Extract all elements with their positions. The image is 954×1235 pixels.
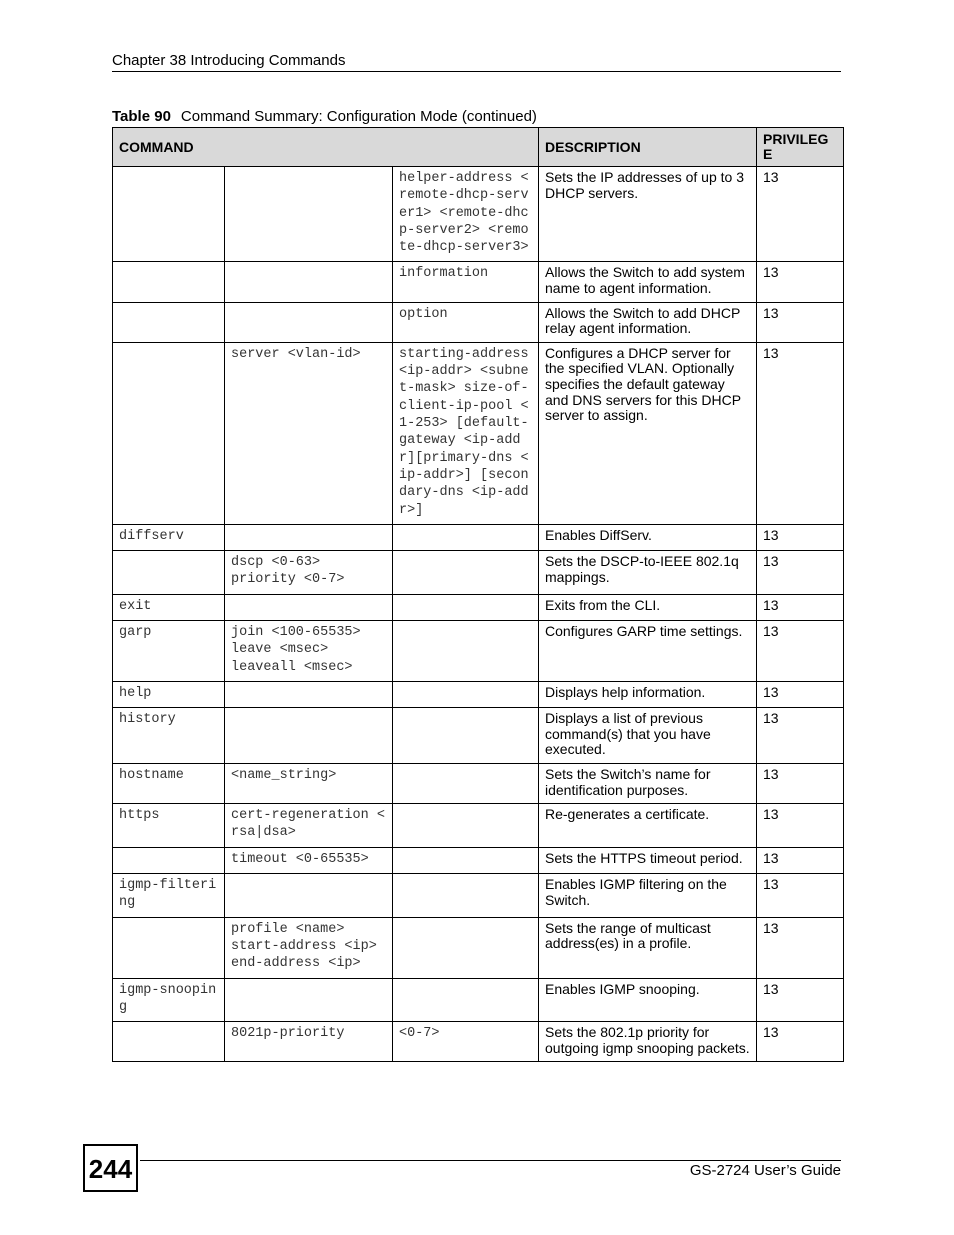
table-row bbox=[113, 342, 844, 524]
chapter-header: Chapter 38 Introducing Commands bbox=[112, 52, 346, 69]
command-cell: exit bbox=[113, 594, 225, 620]
description-cell: Displays help information. bbox=[539, 681, 757, 707]
privilege-cell: 13 bbox=[757, 874, 844, 918]
description-cell: Enables DiffServ. bbox=[539, 524, 757, 550]
subcommand-cell bbox=[225, 594, 393, 620]
subcommand-cell bbox=[225, 978, 393, 1022]
privilege-cell: 13 bbox=[757, 594, 844, 620]
table-row bbox=[113, 804, 844, 848]
parameter-cell bbox=[393, 763, 539, 803]
page-number-box bbox=[83, 1144, 138, 1192]
table-row bbox=[113, 167, 844, 262]
command-cell: igmp-filtering bbox=[113, 874, 225, 918]
command-cell bbox=[113, 342, 225, 524]
command-cell bbox=[113, 262, 225, 302]
page-number: 244 bbox=[88, 1154, 133, 1184]
subcommand-cell bbox=[225, 681, 393, 707]
parameter-cell bbox=[393, 804, 539, 848]
parameter-cell bbox=[393, 524, 539, 550]
subcommand-cell bbox=[225, 167, 393, 262]
table-row bbox=[113, 302, 844, 342]
command-cell bbox=[113, 302, 225, 342]
table-caption-text: Command Summary: Configuration Mode (continued) bbox=[180, 108, 537, 125]
subcommand-cell bbox=[225, 262, 393, 302]
command-cell: history bbox=[113, 708, 225, 764]
privilege-cell: 13 bbox=[757, 262, 844, 302]
privilege-cell: 13 bbox=[757, 621, 844, 682]
table-row bbox=[113, 763, 844, 803]
table-row bbox=[113, 874, 844, 918]
privilege-cell: 13 bbox=[757, 551, 844, 595]
command-cell bbox=[113, 1022, 225, 1062]
parameter-cell: information bbox=[393, 262, 539, 302]
table-row bbox=[113, 621, 844, 682]
description-cell: Sets the DSCP-to-IEEE 802.1q mappings. bbox=[539, 551, 757, 595]
footer-rule bbox=[140, 1160, 841, 1161]
privilege-cell: 13 bbox=[757, 524, 844, 550]
description-cell: Sets the IP addresses of up to 3 DHCP servers. bbox=[539, 167, 757, 262]
parameter-cell bbox=[393, 917, 539, 978]
command-cell bbox=[113, 847, 225, 873]
subcommand-cell: dscp <0-63> priority <0-7> bbox=[225, 551, 393, 595]
description-cell: Enables IGMP snooping. bbox=[539, 978, 757, 1022]
subcommand-cell bbox=[225, 302, 393, 342]
parameter-cell bbox=[393, 847, 539, 873]
parameter-cell bbox=[393, 551, 539, 595]
privilege-cell: 13 bbox=[757, 302, 844, 342]
description-column-header: DESCRIPTION bbox=[539, 128, 757, 167]
parameter-cell: helper-address <remote-dhcp-server1> <remote-dhcp-server2> <remote-dhcp-server3> bbox=[393, 167, 539, 262]
subcommand-cell: 8021p-priority bbox=[225, 1022, 393, 1062]
table-row bbox=[113, 551, 844, 595]
table-row bbox=[113, 1022, 844, 1062]
table-caption-label: Table 90 bbox=[112, 108, 171, 125]
guide-title: GS-2724 User’s Guide bbox=[689, 1162, 841, 1179]
table-header-row bbox=[113, 128, 844, 167]
parameter-cell: <0-7> bbox=[393, 1022, 539, 1062]
subcommand-cell bbox=[225, 524, 393, 550]
table-caption bbox=[112, 108, 537, 125]
subcommand-cell bbox=[225, 874, 393, 918]
description-cell: Enables IGMP filtering on the Switch. bbox=[539, 874, 757, 918]
subcommand-cell: cert-regeneration <rsa|dsa> bbox=[225, 804, 393, 848]
command-cell: help bbox=[113, 681, 225, 707]
description-cell: Configures GARP time settings. bbox=[539, 621, 757, 682]
command-cell: diffserv bbox=[113, 524, 225, 550]
parameter-cell: starting-address <ip-addr> <subnet-mask> size-of-client-ip-pool <1-253> [default-gateway <ip-addr][primary-dns <ip-addr>] [secondary-dns <ip-addr>] bbox=[393, 342, 539, 524]
description-cell: Sets the range of multicast address(es) in a profile. bbox=[539, 917, 757, 978]
description-cell: Allows the Switch to add system name to agent information. bbox=[539, 262, 757, 302]
command-cell: hostname bbox=[113, 763, 225, 803]
command-cell: garp bbox=[113, 621, 225, 682]
privilege-cell: 13 bbox=[757, 1022, 844, 1062]
subcommand-cell: timeout <0-65535> bbox=[225, 847, 393, 873]
privilege-column-header: PRIVILEGE bbox=[757, 128, 844, 167]
privilege-cell: 13 bbox=[757, 342, 844, 524]
privilege-cell: 13 bbox=[757, 804, 844, 848]
subcommand-cell: <name_string> bbox=[225, 763, 393, 803]
description-cell: Configures a DHCP server for the specified VLAN. Optionally specifies the default gateway and DNS servers for this DHCP server to assign. bbox=[539, 342, 757, 524]
table-row bbox=[113, 708, 844, 764]
parameter-cell bbox=[393, 708, 539, 764]
command-summary-table bbox=[112, 127, 844, 1062]
parameter-cell bbox=[393, 594, 539, 620]
table-row bbox=[113, 847, 844, 873]
subcommand-cell: server <vlan-id> bbox=[225, 342, 393, 524]
privilege-cell: 13 bbox=[757, 167, 844, 262]
description-cell: Allows the Switch to add DHCP relay agent information. bbox=[539, 302, 757, 342]
command-column-header: COMMAND bbox=[113, 128, 539, 167]
parameter-cell: option bbox=[393, 302, 539, 342]
parameter-cell bbox=[393, 978, 539, 1022]
command-cell: igmp-snooping bbox=[113, 978, 225, 1022]
table-row bbox=[113, 978, 844, 1022]
command-cell bbox=[113, 917, 225, 978]
description-cell: Sets the HTTPS timeout period. bbox=[539, 847, 757, 873]
description-cell: Displays a list of previous command(s) that you have executed. bbox=[539, 708, 757, 764]
table-row bbox=[113, 524, 844, 550]
parameter-cell bbox=[393, 681, 539, 707]
privilege-cell: 13 bbox=[757, 763, 844, 803]
privilege-cell: 13 bbox=[757, 708, 844, 764]
parameter-cell bbox=[393, 621, 539, 682]
description-cell: Sets the Switch’s name for identification purposes. bbox=[539, 763, 757, 803]
description-cell: Sets the 802.1p priority for outgoing igmp snooping packets. bbox=[539, 1022, 757, 1062]
header-rule bbox=[112, 71, 841, 72]
subcommand-cell bbox=[225, 708, 393, 764]
command-cell bbox=[113, 167, 225, 262]
table-row bbox=[113, 262, 844, 302]
table-row bbox=[113, 594, 844, 620]
table-body bbox=[113, 167, 844, 1062]
privilege-cell: 13 bbox=[757, 681, 844, 707]
subcommand-cell: join <100-65535> leave <msec> leaveall <msec> bbox=[225, 621, 393, 682]
command-cell bbox=[113, 551, 225, 595]
description-cell: Exits from the CLI. bbox=[539, 594, 757, 620]
command-cell: https bbox=[113, 804, 225, 848]
table-row bbox=[113, 681, 844, 707]
privilege-cell: 13 bbox=[757, 978, 844, 1022]
subcommand-cell: profile <name> start-address <ip> end-address <ip> bbox=[225, 917, 393, 978]
table-row bbox=[113, 917, 844, 978]
privilege-cell: 13 bbox=[757, 917, 844, 978]
description-cell: Re-generates a certificate. bbox=[539, 804, 757, 848]
privilege-cell: 13 bbox=[757, 847, 844, 873]
parameter-cell bbox=[393, 874, 539, 918]
